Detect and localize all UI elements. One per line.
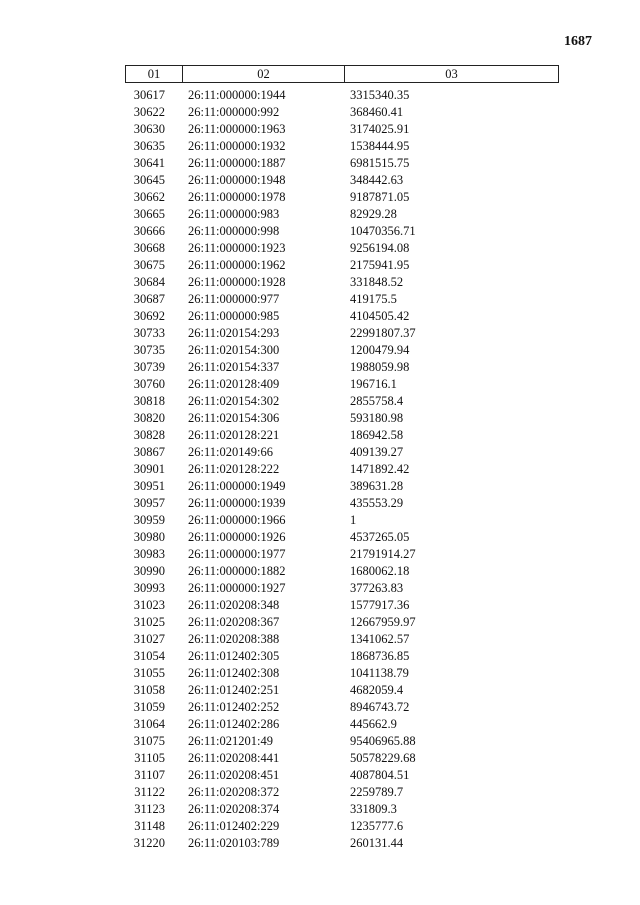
value-cell: 1471892.42: [350, 462, 410, 476]
cadastral-number-cell: 26:11:020103:789: [188, 836, 280, 850]
table-row: [125, 529, 559, 546]
cadastral-number-cell: 26:11:000000:977: [188, 292, 280, 306]
table-row: [125, 478, 559, 495]
cadastral-number-cell: 26:11:012402:308: [188, 666, 280, 680]
row-id-cell: 30993: [133, 581, 165, 595]
cadastral-number-cell: 26:11:020154:300: [188, 343, 280, 357]
cadastral-number-cell: 26:11:020208:372: [188, 785, 280, 799]
value-cell: 1341062.57: [350, 632, 410, 646]
value-cell: 419175.5: [350, 292, 397, 306]
row-id-cell: 30983: [133, 547, 165, 561]
value-cell: 196716.1: [350, 377, 397, 391]
table-row: [125, 512, 559, 529]
table-row: [125, 257, 559, 274]
cadastral-number-cell: 26:11:012402:251: [188, 683, 280, 697]
row-id-cell: 30668: [133, 241, 165, 255]
row-id-cell: 30692: [133, 309, 165, 323]
value-cell: 50578229.68: [350, 751, 416, 765]
table-row: [125, 563, 559, 580]
value-cell: 1988059.98: [350, 360, 410, 374]
cadastral-number-cell: 26:11:000000:1966: [188, 513, 286, 527]
cadastral-number-cell: 26:11:000000:1949: [188, 479, 286, 493]
value-cell: 368460.41: [350, 105, 404, 119]
table-row: [125, 240, 559, 257]
cadastral-number-cell: 26:11:020154:302: [188, 394, 280, 408]
value-cell: 10470356.71: [350, 224, 416, 238]
value-cell: 12667959.97: [350, 615, 416, 629]
table-row: [125, 206, 559, 223]
cadastral-number-cell: 26:11:012402:305: [188, 649, 280, 663]
row-id-cell: 30760: [133, 377, 165, 391]
table-row: [125, 342, 559, 359]
header-col-02: 02: [183, 66, 345, 82]
row-id-cell: 31105: [134, 751, 165, 765]
cadastral-number-cell: 26:11:000000:1923: [188, 241, 286, 255]
row-id-cell: 30951: [133, 479, 165, 493]
table-row: [125, 699, 559, 716]
value-cell: 1577917.36: [350, 598, 410, 612]
row-id-cell: 30675: [133, 258, 165, 272]
row-id-cell: 31025: [133, 615, 165, 629]
value-cell: 331809.3: [350, 802, 397, 816]
cadastral-number-cell: 26:11:000000:1932: [188, 139, 286, 153]
table-row: [125, 767, 559, 784]
value-cell: 377263.83: [350, 581, 404, 595]
table-row: [125, 308, 559, 325]
table-row: [125, 784, 559, 801]
table-row: [125, 223, 559, 240]
row-id-cell: 30828: [133, 428, 165, 442]
row-id-cell: 30630: [133, 122, 165, 136]
cadastral-number-cell: 26:11:020208:348: [188, 598, 280, 612]
table-row: [125, 410, 559, 427]
cadastral-number-cell: 26:11:000000:998: [188, 224, 280, 238]
table-row: [125, 155, 559, 172]
value-cell: 3174025.91: [350, 122, 410, 136]
cadastral-number-cell: 26:11:020208:367: [188, 615, 280, 629]
cadastral-number-cell: 26:11:000000:1977: [188, 547, 286, 561]
cadastral-number-cell: 26:11:000000:992: [188, 105, 280, 119]
row-id-cell: 31107: [134, 768, 165, 782]
row-id-cell: 30867: [133, 445, 165, 459]
cadastral-number-cell: 26:11:012402:252: [188, 700, 280, 714]
cadastral-number-cell: 26:11:020208:441: [188, 751, 280, 765]
row-id-cell: 30666: [133, 224, 165, 238]
row-id-cell: 30990: [133, 564, 165, 578]
value-cell: 1235777.6: [350, 819, 404, 833]
cadastral-number-cell: 26:11:020154:293: [188, 326, 280, 340]
value-cell: 1680062.18: [350, 564, 410, 578]
row-id-cell: 30901: [133, 462, 165, 476]
value-cell: 22991807.37: [350, 326, 416, 340]
cadastral-number-cell: 26:11:000000:1887: [188, 156, 286, 170]
value-cell: 8946743.72: [350, 700, 410, 714]
value-cell: 409139.27: [350, 445, 404, 459]
row-id-cell: 31023: [133, 598, 165, 612]
table-row: [125, 580, 559, 597]
value-cell: 21791914.27: [350, 547, 416, 561]
table-row: [125, 427, 559, 444]
cadastral-number-cell: 26:11:000000:985: [188, 309, 280, 323]
row-id-cell: 31059: [133, 700, 165, 714]
table-row: [125, 138, 559, 155]
cadastral-number-cell: 26:11:020149:66: [188, 445, 273, 459]
value-cell: 4104505.42: [350, 309, 410, 323]
row-id-cell: 30820: [133, 411, 165, 425]
row-id-cell: 30735: [133, 343, 165, 357]
table-row: [125, 631, 559, 648]
cadastral-number-cell: 26:11:000000:1944: [188, 88, 286, 102]
row-id-cell: 30635: [133, 139, 165, 153]
value-cell: 4087804.51: [350, 768, 410, 782]
table-row: [125, 801, 559, 818]
table-header: [125, 65, 559, 83]
value-cell: 95406965.88: [350, 734, 416, 748]
value-cell: 1200479.94: [350, 343, 410, 357]
value-cell: 2855758.4: [350, 394, 404, 408]
table-row: [125, 189, 559, 206]
cadastral-number-cell: 26:11:000000:1928: [188, 275, 286, 289]
cadastral-number-cell: 26:11:020128:221: [188, 428, 280, 442]
row-id-cell: 30684: [133, 275, 165, 289]
table-row: [125, 121, 559, 138]
value-cell: 6981515.75: [350, 156, 410, 170]
row-id-cell: 30662: [133, 190, 165, 204]
value-cell: 1538444.95: [350, 139, 410, 153]
row-id-cell: 31027: [133, 632, 165, 646]
row-id-cell: 30959: [133, 513, 165, 527]
value-cell: 1868736.85: [350, 649, 410, 663]
row-id-cell: 30733: [133, 326, 165, 340]
table-row: [125, 359, 559, 376]
row-id-cell: 30622: [133, 105, 165, 119]
row-id-cell: 31148: [134, 819, 165, 833]
cadastral-number-cell: 26:11:000000:1926: [188, 530, 286, 544]
value-cell: 9187871.05: [350, 190, 410, 204]
table-row: [125, 597, 559, 614]
value-cell: 260131.44: [350, 836, 404, 850]
value-cell: 435553.29: [350, 496, 404, 510]
table-row: [125, 818, 559, 835]
value-cell: 389631.28: [350, 479, 404, 493]
cadastral-number-cell: 26:11:000000:1948: [188, 173, 286, 187]
table-row: [125, 750, 559, 767]
table-row: [125, 461, 559, 478]
row-id-cell: 30957: [133, 496, 165, 510]
value-cell: 4537265.05: [350, 530, 410, 544]
header-col-01: 01: [126, 66, 183, 82]
value-cell: 2175941.95: [350, 258, 410, 272]
table-row: [125, 291, 559, 308]
value-cell: 186942.58: [350, 428, 404, 442]
table-row: [125, 444, 559, 461]
row-id-cell: 30687: [133, 292, 165, 306]
value-cell: 82929.28: [350, 207, 397, 221]
table-row: [125, 716, 559, 733]
cadastral-number-cell: 26:11:020208:451: [188, 768, 280, 782]
header-col-03: 03: [445, 66, 458, 81]
cadastral-number-cell: 26:11:012402:229: [188, 819, 280, 833]
cadastral-number-cell: 26:11:020128:222: [188, 462, 280, 476]
cadastral-number-cell: 26:11:020154:306: [188, 411, 280, 425]
cadastral-number-cell: 26:11:012402:286: [188, 717, 280, 731]
table-body: [125, 87, 559, 852]
table-row: [125, 495, 559, 512]
table-row: [125, 87, 559, 104]
row-id-cell: 31075: [133, 734, 165, 748]
value-cell: 2259789.7: [350, 785, 404, 799]
row-id-cell: 31055: [133, 666, 165, 680]
table-row: [125, 835, 559, 852]
cadastral-number-cell: 26:11:020208:388: [188, 632, 280, 646]
cadastral-number-cell: 26:11:020128:409: [188, 377, 280, 391]
cadastral-number-cell: 26:11:000000:1963: [188, 122, 286, 136]
row-id-cell: 30818: [133, 394, 165, 408]
value-cell: 1041138.79: [350, 666, 409, 680]
table-row: [125, 393, 559, 410]
table-row: [125, 172, 559, 189]
row-id-cell: 30641: [133, 156, 165, 170]
cadastral-number-cell: 26:11:000000:1939: [188, 496, 286, 510]
row-id-cell: 31123: [134, 802, 165, 816]
value-cell: 4682059.4: [350, 683, 404, 697]
page-number: 1687: [564, 34, 592, 49]
cadastral-number-cell: 26:11:000000:1882: [188, 564, 286, 578]
cadastral-number-cell: 26:11:021201:49: [188, 734, 273, 748]
row-id-cell: 31122: [134, 785, 165, 799]
value-cell: 593180.98: [350, 411, 404, 425]
cadastral-number-cell: 26:11:020154:337: [188, 360, 280, 374]
table-row: [125, 733, 559, 750]
value-cell: 348442.63: [350, 173, 404, 187]
row-id-cell: 30980: [133, 530, 165, 544]
table-row: [125, 682, 559, 699]
table-row: [125, 325, 559, 342]
table-row: [125, 665, 559, 682]
value-cell: 9256194.08: [350, 241, 410, 255]
row-id-cell: 31058: [133, 683, 165, 697]
table-row: [125, 376, 559, 393]
row-id-cell: 30645: [133, 173, 165, 187]
cadastral-number-cell: 26:11:020208:374: [188, 802, 280, 816]
value-cell: 445662.9: [350, 717, 397, 731]
cadastral-number-cell: 26:11:000000:1978: [188, 190, 286, 204]
table-row: [125, 614, 559, 631]
row-id-cell: 31054: [133, 649, 165, 663]
table-row: [125, 546, 559, 563]
cadastral-number-cell: 26:11:000000:983: [188, 207, 280, 221]
row-id-cell: 30739: [133, 360, 165, 374]
row-id-cell: 31220: [133, 836, 165, 850]
row-id-cell: 31064: [133, 717, 165, 731]
value-cell: 1: [350, 513, 357, 527]
value-cell: 3315340.35: [350, 88, 410, 102]
table-row: [125, 274, 559, 291]
cadastral-number-cell: 26:11:000000:1962: [188, 258, 286, 272]
table-row: [125, 104, 559, 121]
value-cell: 331848.52: [350, 275, 404, 289]
cadastral-number-cell: 26:11:000000:1927: [188, 581, 286, 595]
row-id-cell: 30665: [133, 207, 165, 221]
row-id-cell: 30617: [133, 88, 165, 102]
table-row: [125, 648, 559, 665]
